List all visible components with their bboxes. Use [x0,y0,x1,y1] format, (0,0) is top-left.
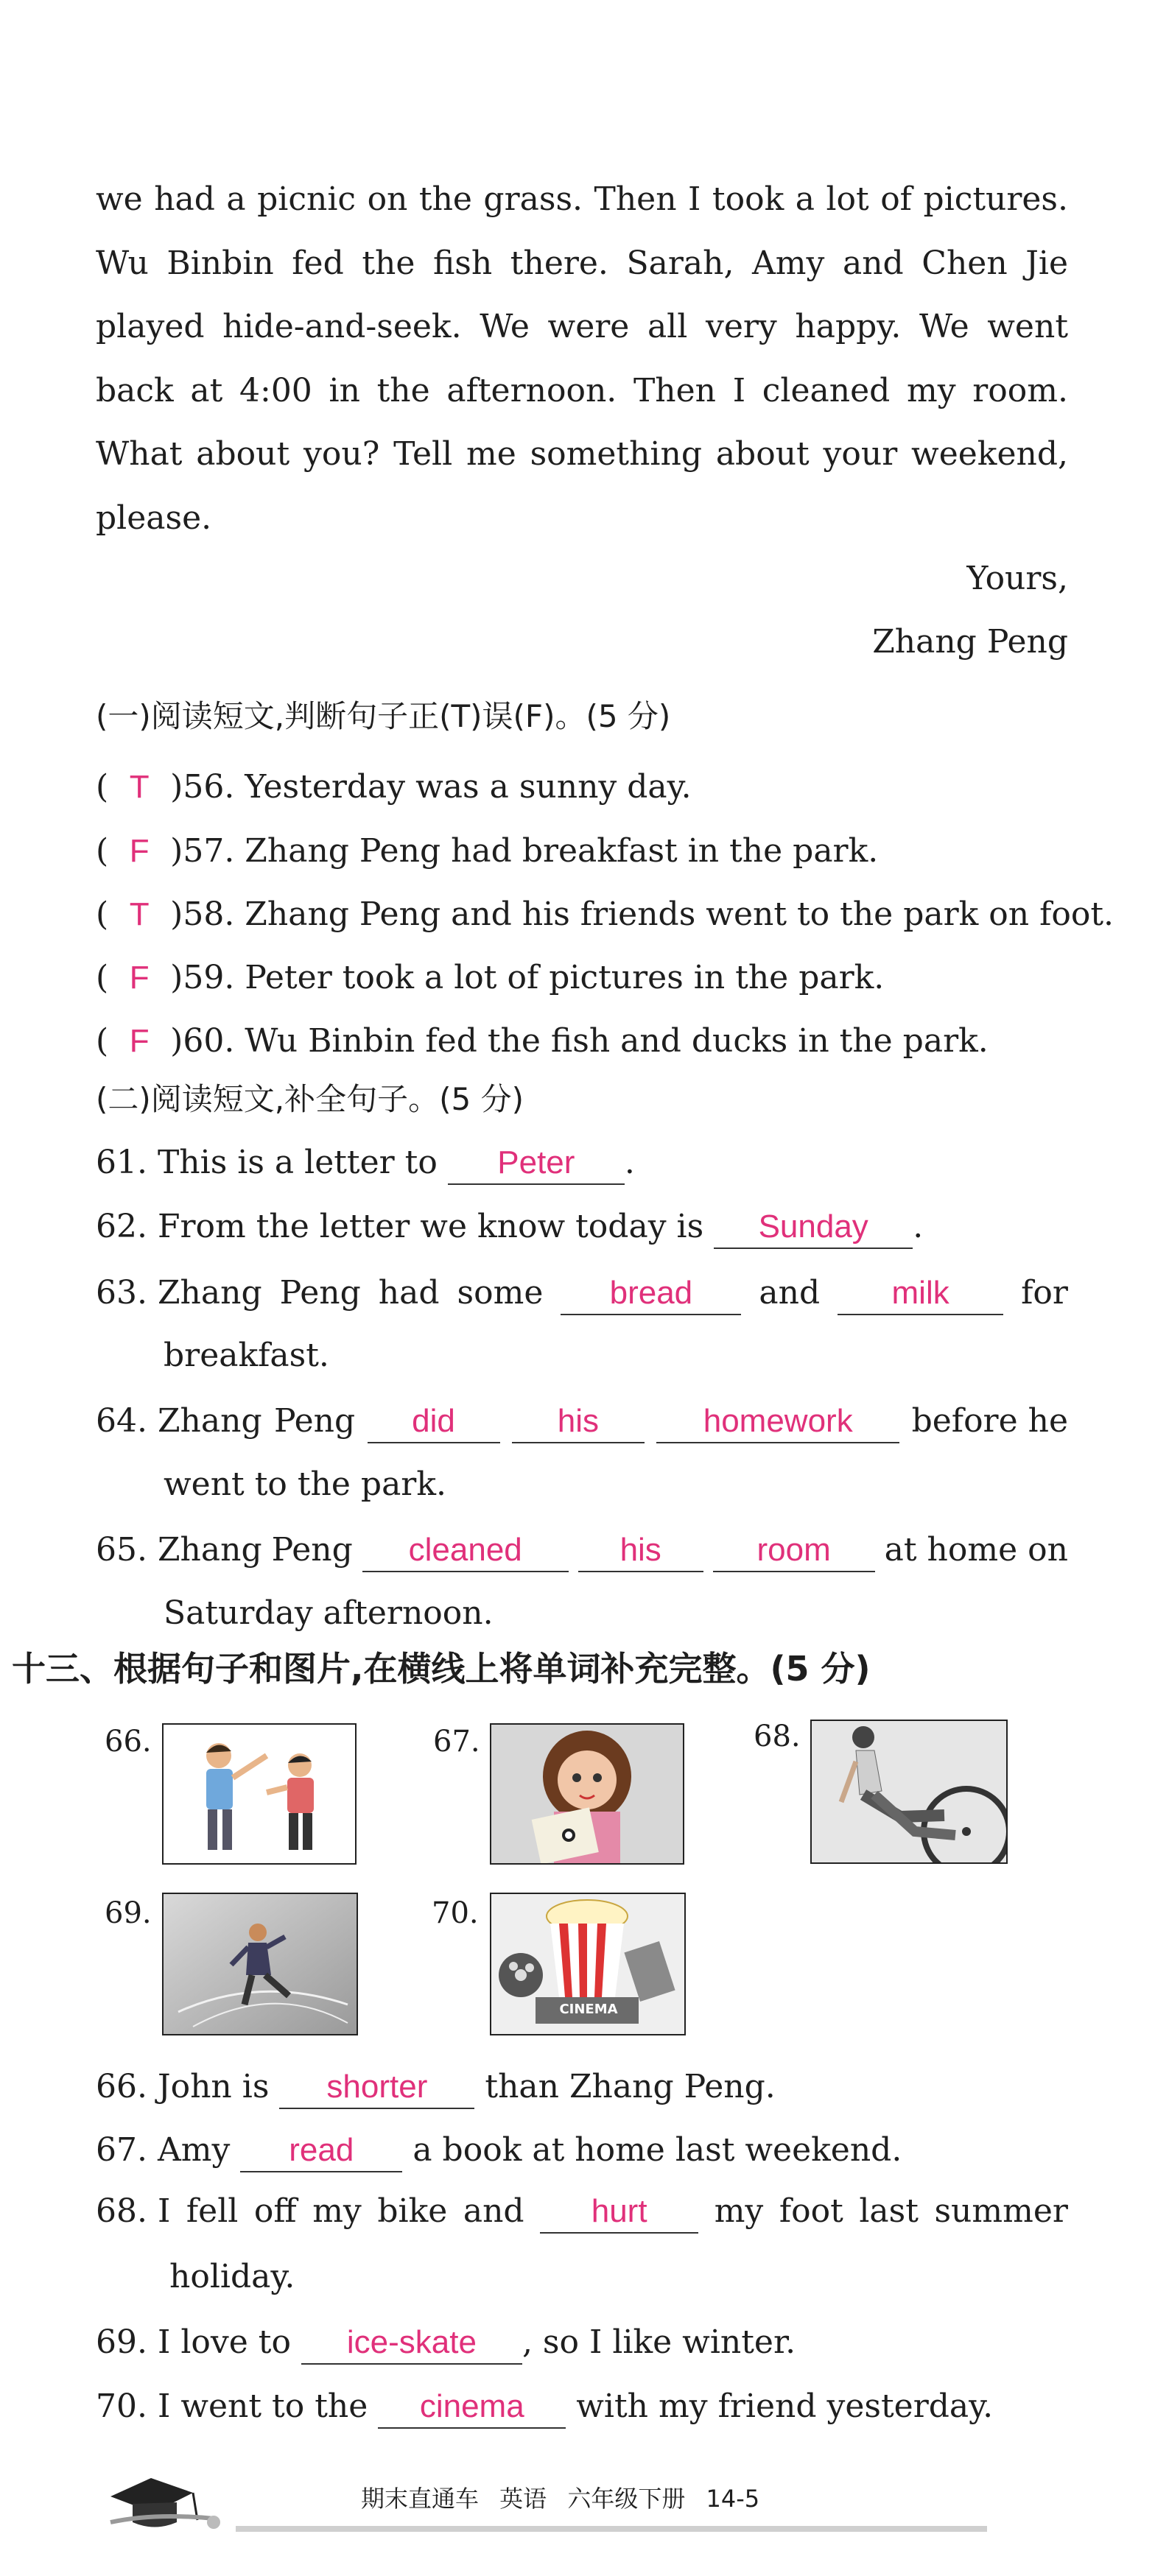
tf-question-60 [96,1009,989,1074]
pic-label-67: 67. [433,1725,480,1759]
tf-text-56: )56. Yesterday was a sunny day. [170,768,692,806]
tf-question-59 [96,946,884,1010]
question-67: 67. Amy read a book at home last weekend. [96,2118,902,2183]
open-paren: ( [96,895,109,933]
open-paren: ( [96,1022,109,1060]
question-65-line2: Saturday afternoon. [164,1594,494,1632]
section-13-title: 十三、根据句子和图片,在横线上将单词补充完整。(5 分) [12,1649,871,1689]
part2-heading: (二)阅读短文,补全句子。(5 分) [96,1081,524,1117]
question-64: 64. Zhang Peng did his homework before he [96,1401,1068,1443]
answer-65b: his [578,1530,703,1572]
letter-paragraph: we had a picnic on the grass. Then I took a lot of pictures. Wu Binbin fed the fish there. Sarah, Amy and Chen Jie played hide-and-seek. We were all very happy. We went back at 4:00 in the afternoon. Then I cleaned my room. What about you? Tell me something about your weekend, please. [96,180,1068,537]
picture-66-two-boys [162,1723,357,1865]
tf-question-58 [96,882,1114,947]
picture-68-fell-off-bike [810,1720,1008,1864]
question-69: 69. I love to ice-skate , so I like winter. [96,2310,796,2375]
tf-text-60: )60. Wu Binbin fed the fish and ducks in the park. [170,1022,989,1060]
open-paren: ( [96,832,109,870]
question-65: 65. Zhang Peng cleaned his room at home on [96,1530,1068,1572]
answer-62: Sunday [714,1206,913,1249]
question-62: 62. From the letter we know today is Sunday . [96,1194,923,1259]
answer-67: read [240,2130,402,2172]
answer-63b: milk [838,1273,1003,1315]
pic-label-70: 70. [432,1896,479,1930]
tf-text-57: )57. Zhang Peng had breakfast in the park. [170,832,879,870]
pic-label-69: 69. [105,1896,152,1930]
tf-answer-59: F [129,960,150,996]
tf-text-58: )58. Zhang Peng and his friends went to the park on foot. [170,895,1114,933]
pic-label-68: 68. [754,1720,801,1753]
tf-answer-60: F [129,1023,150,1059]
question-70: 70. I went to the cinema with my friend yesterday. [96,2374,993,2439]
letter-closing: Yours, [966,560,1068,597]
tf-question-56 [96,755,692,820]
pic-label-66: 66. [105,1725,152,1759]
answer-64a: did [368,1401,500,1443]
answer-65c: room [713,1530,875,1572]
question-64-line2: went to the park. [164,1465,446,1503]
tf-question-57 [96,819,878,884]
question-68: 68. I fell off my bike and hurt my foot last summer [96,2191,1068,2234]
picture-70-cinema [490,1893,686,2035]
question-63-line2: breakfast. [164,1337,329,1374]
answer-66: shorter [279,2066,474,2109]
picture-69-ice-skating [162,1893,358,2035]
footer-text: 期末直通车 英语 六年级下册 14-5 [361,2485,760,2513]
tf-answer-58: T [129,896,150,932]
open-paren: ( [96,768,109,806]
question-63: 63. Zhang Peng had some bread and milk for [96,1273,1068,1315]
answer-61: Peter [448,1142,625,1185]
picture-67-girl-reading [490,1723,684,1865]
answer-64c: homework [656,1401,899,1443]
part1-heading: (一)阅读短文,判断句子正(T)误(F)。(5 分) [96,698,671,734]
answer-65a: cleaned [362,1530,569,1572]
tf-text-59: )59. Peter took a lot of pictures in the park. [170,959,885,996]
answer-64b: his [512,1401,645,1443]
answer-69: ice-skate [301,2322,522,2365]
question-61: 61. This is a letter to Peter . [96,1130,635,1195]
tf-answer-57: F [129,833,150,869]
answer-63a: bread [561,1273,741,1315]
open-paren: ( [96,959,109,996]
letter-signature: Zhang Peng [872,623,1068,661]
cinema-sign: CINEMA [559,2002,618,2017]
tf-answer-56: T [129,769,150,805]
answer-70: cinema [378,2386,566,2429]
question-66: 66. John is shorter than Zhang Peng. [96,2055,776,2119]
question-68-line2: holiday. [169,2258,295,2295]
answer-68: hurt [540,2191,698,2234]
